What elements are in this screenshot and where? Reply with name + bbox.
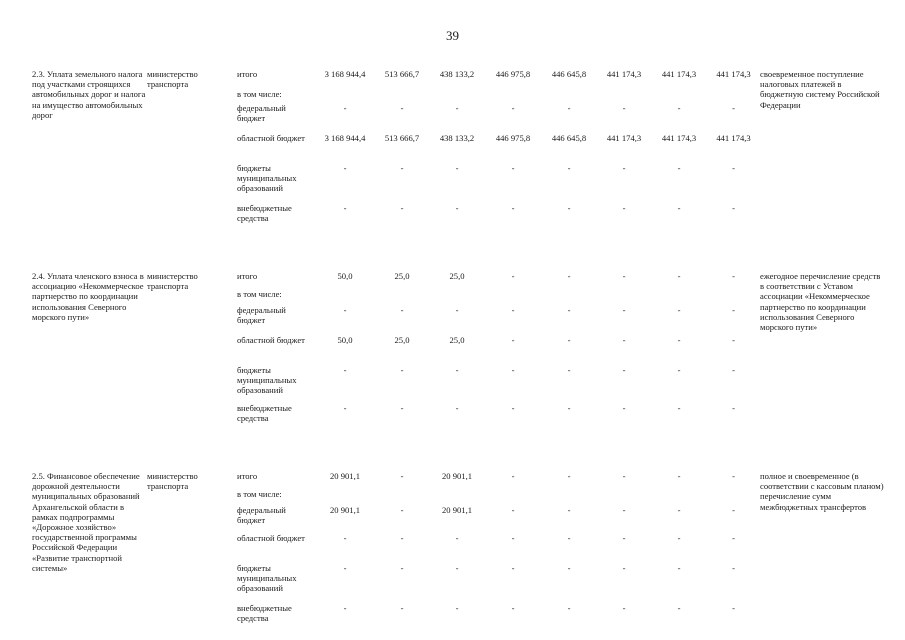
amount-cell: - (732, 203, 735, 213)
amount-cell: - (732, 533, 735, 543)
amount-cell: - (732, 335, 735, 345)
amount-cell: - (455, 563, 459, 573)
executor: министерство транспорта (147, 271, 198, 292)
amount-cell: 3 168 944,4 (324, 69, 366, 79)
executor: министерство транспорта (147, 471, 198, 492)
amount-cell: - (622, 403, 626, 413)
amount-cell: - (455, 305, 459, 315)
amount-cell: - (622, 305, 626, 315)
amount-cell (485, 289, 541, 305)
amount-cell: - (567, 163, 571, 173)
amount-cell: 25,0 (394, 271, 410, 281)
amount-cell: 513 666,7 (384, 69, 420, 79)
expected-result: полное и своевременное (в соответствии с кассовым планом) перечисление сумм межбюджетных трансфертов (760, 471, 884, 512)
amount-cell: - (732, 471, 735, 481)
funding-source-label: бюджеты муниципальных образований (237, 163, 297, 194)
amount-cell: 446 645,8 (551, 133, 587, 143)
amount-cell (541, 289, 597, 305)
amount-cell: - (567, 103, 571, 113)
amount-cell: - (400, 403, 404, 413)
amount-cell: - (400, 305, 404, 315)
amount-cell: - (511, 203, 515, 213)
amount-cell: - (732, 365, 735, 375)
funding-source-label: бюджеты муниципальных образований (237, 563, 297, 594)
amount-cell: - (511, 305, 515, 315)
amount-cell: 446 975,8 (495, 133, 531, 143)
section-spacer (32, 231, 884, 271)
amount-cell: - (567, 603, 571, 613)
amount-cell: 438 133,2 (439, 133, 475, 143)
amount-cell (485, 89, 541, 103)
amount-cell: 25,0 (449, 335, 465, 345)
amount-cell: - (455, 365, 459, 375)
amount-cell: - (567, 563, 571, 573)
amount-cell: - (343, 365, 347, 375)
activity-name: 2.3. Уплата земельного налога под участками строящихся автомобильных дорог и налога на имущество автомобильных дорог (32, 69, 146, 120)
funding-source-label: бюджеты муниципальных образований (237, 365, 297, 396)
amount-cell (651, 489, 707, 505)
amount-cell: - (511, 563, 515, 573)
amount-cell (315, 89, 375, 103)
amount-cell (597, 89, 651, 103)
amount-cell: - (677, 533, 681, 543)
amount-cell: - (567, 403, 571, 413)
amount-cell: - (677, 603, 681, 613)
amount-cell: - (455, 163, 459, 173)
amount-cell (651, 89, 707, 103)
amount-cell: - (677, 305, 681, 315)
amount-cell: - (511, 603, 515, 613)
amount-cell: 20 901,1 (329, 505, 361, 515)
amount-cell: - (732, 505, 735, 515)
amount-cell: 50,0 (337, 271, 353, 281)
amount-cell: - (400, 203, 404, 213)
amount-cell: - (400, 533, 404, 543)
amount-cell: - (511, 271, 515, 281)
amount-cell: - (455, 603, 459, 613)
amount-cell: - (567, 271, 571, 281)
amount-cell (597, 289, 651, 305)
funding-source-label: федеральный бюджет (237, 103, 286, 124)
funding-source-label: итого (237, 69, 258, 79)
amount-cell: - (343, 603, 347, 613)
amount-cell (651, 289, 707, 305)
funding-source-label: внебюджетные средства (237, 403, 292, 424)
amount-cell: - (622, 603, 626, 613)
amount-cell: - (511, 505, 515, 515)
amount-cell: - (343, 163, 347, 173)
amount-cell: - (400, 471, 404, 481)
amount-cell: - (732, 603, 735, 613)
amount-cell (375, 89, 429, 103)
amount-cell: - (622, 163, 626, 173)
amount-cell: 50,0 (337, 335, 353, 345)
amount-cell: - (732, 271, 735, 281)
table-row (32, 471, 884, 489)
amount-cell: 438 133,2 (439, 69, 475, 79)
amount-cell: - (567, 305, 571, 315)
expected-result: своевременное поступление налоговых платежей в бюджетную систему Российской Федерации (760, 69, 880, 110)
amount-cell (707, 89, 760, 103)
amount-cell: - (400, 563, 404, 573)
amount-cell: 25,0 (394, 335, 410, 345)
amount-cell: 20 901,1 (441, 505, 473, 515)
amount-cell: - (455, 403, 459, 413)
amount-cell: - (677, 403, 681, 413)
amount-cell (707, 489, 760, 505)
amount-cell: - (567, 533, 571, 543)
amount-cell: - (455, 533, 459, 543)
amount-cell (315, 289, 375, 305)
amount-cell: - (677, 163, 681, 173)
amount-cell (485, 489, 541, 505)
funding-source-label: федеральный бюджет (237, 305, 286, 326)
amount-cell: - (732, 305, 735, 315)
table-row (32, 69, 884, 89)
amount-cell (597, 489, 651, 505)
funding-source-label: федеральный бюджет (237, 505, 286, 526)
funding-source-label: областной бюджет (237, 133, 305, 143)
funding-source-label: в том числе: (237, 489, 282, 499)
expected-result: ежегодное перечисление средств в соответствии с Уставом ассоциации «Некоммерческое партнерство по координации использования Северного морского пути» (760, 271, 881, 333)
amount-cell: 3 168 944,4 (324, 133, 366, 143)
amount-cell: - (622, 471, 626, 481)
funding-source-label: внебюджетные средства (237, 203, 292, 224)
amount-cell: - (622, 103, 626, 113)
funding-source-label: внебюджетные средства (237, 603, 292, 624)
amount-cell: - (622, 505, 626, 515)
funding-source-label: в том числе: (237, 89, 282, 99)
amount-cell: - (511, 163, 515, 173)
amount-cell: - (567, 203, 571, 213)
amount-cell (375, 489, 429, 505)
amount-cell: - (732, 403, 735, 413)
amount-cell: - (343, 203, 347, 213)
amount-cell (429, 289, 485, 305)
amount-cell: - (677, 335, 681, 345)
funding-source-label: областной бюджет (237, 533, 305, 543)
executor: министерство транспорта (147, 69, 198, 90)
amount-cell (707, 289, 760, 305)
funding-source-label: итого (237, 471, 258, 481)
funding-source-label: в том числе: (237, 289, 282, 299)
amount-cell: - (622, 563, 626, 573)
amount-cell: - (455, 103, 459, 113)
amount-cell: 446 645,8 (551, 69, 587, 79)
section-spacer (32, 431, 884, 471)
amount-cell: - (677, 471, 681, 481)
amount-cell: - (511, 533, 515, 543)
amount-cell: 446 975,8 (495, 69, 531, 79)
funding-source-label: областной бюджет (237, 335, 305, 345)
amount-cell: - (677, 203, 681, 213)
amount-cell: - (400, 103, 404, 113)
amount-cell: - (732, 563, 735, 573)
amount-cell: - (732, 163, 735, 173)
amount-cell: 441 174,3 (606, 133, 642, 143)
amount-cell: 513 666,7 (384, 133, 420, 143)
amount-cell: - (677, 365, 681, 375)
amount-cell (429, 89, 485, 103)
table-row (32, 271, 884, 289)
amount-cell: - (567, 335, 571, 345)
amount-cell: 441 174,3 (716, 133, 751, 143)
amount-cell: 25,0 (449, 271, 465, 281)
amount-cell: - (622, 271, 626, 281)
amount-cell: - (400, 163, 404, 173)
amount-cell (429, 489, 485, 505)
amount-cell: - (677, 103, 681, 113)
amount-cell (541, 489, 597, 505)
page-number: 39 (446, 28, 459, 43)
amount-cell: - (511, 365, 515, 375)
amount-cell: 20 901,1 (329, 471, 361, 481)
amount-cell: - (455, 203, 459, 213)
amount-cell (541, 89, 597, 103)
amount-cell (315, 489, 375, 505)
amount-cell: - (732, 103, 735, 113)
amount-cell (375, 289, 429, 305)
activity-name: 2.5. Финансовое обеспечение дорожной деятельности муниципальных образований Архангельской области в рамках подпрограммы «Дорожное хозяйство» государственной программы Российской Федерации «Развитие транспортной системы» (32, 471, 140, 573)
table-body (32, 69, 884, 629)
amount-cell: - (511, 103, 515, 113)
amount-cell: - (343, 103, 347, 113)
amount-cell: - (677, 505, 681, 515)
amount-cell: - (511, 471, 515, 481)
activity-name: 2.4. Уплата членского взноса в ассоциацию «Некоммерческое партнерство по координации использования Северного морского пути» (32, 271, 144, 322)
amount-cell: - (400, 365, 404, 375)
amount-cell: - (343, 403, 347, 413)
amount-cell: 441 174,3 (661, 133, 697, 143)
program-activities-table (32, 69, 884, 629)
amount-cell: 441 174,3 (716, 69, 751, 79)
amount-cell: 441 174,3 (606, 69, 642, 79)
amount-cell: - (677, 563, 681, 573)
amount-cell: - (511, 335, 515, 345)
funding-source-label: итого (237, 271, 258, 281)
amount-cell: - (400, 505, 404, 515)
amount-cell: - (511, 403, 515, 413)
amount-cell: 441 174,3 (661, 69, 697, 79)
amount-cell: - (567, 365, 571, 375)
amount-cell: - (622, 533, 626, 543)
amount-cell: - (622, 335, 626, 345)
amount-cell: - (400, 603, 404, 613)
amount-cell: - (343, 533, 347, 543)
amount-cell: - (567, 505, 571, 515)
amount-cell: - (567, 471, 571, 481)
amount-cell: - (343, 563, 347, 573)
amount-cell: - (677, 271, 681, 281)
amount-cell: - (622, 365, 626, 375)
amount-cell: - (343, 305, 347, 315)
amount-cell: - (622, 203, 626, 213)
amount-cell: 20 901,1 (441, 471, 473, 481)
